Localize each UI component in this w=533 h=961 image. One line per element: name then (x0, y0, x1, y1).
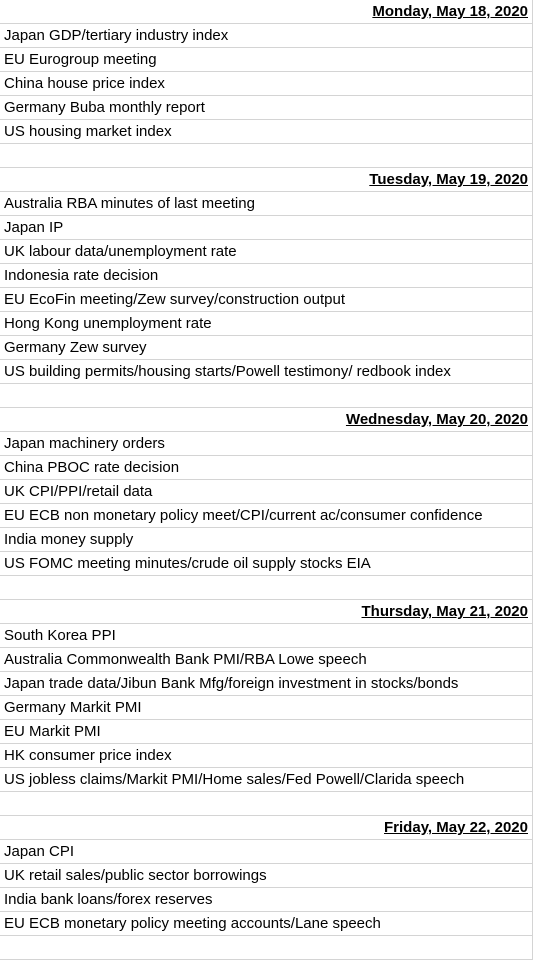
calendar-event[interactable]: UK CPI/PPI/retail data (0, 480, 532, 504)
calendar-event[interactable]: India money supply (0, 528, 532, 552)
blank-row[interactable] (0, 144, 532, 168)
calendar-event[interactable]: US FOMC meeting minutes/crude oil supply stocks EIA (0, 552, 532, 576)
calendar-event[interactable]: India bank loans/forex reserves (0, 888, 532, 912)
date-header-friday[interactable]: Friday, May 22, 2020 (0, 816, 532, 840)
calendar-event[interactable]: Japan IP (0, 216, 532, 240)
date-header-thursday[interactable]: Thursday, May 21, 2020 (0, 600, 532, 624)
blank-row[interactable] (0, 576, 532, 600)
calendar-event[interactable]: Germany Markit PMI (0, 696, 532, 720)
date-header-wednesday[interactable]: Wednesday, May 20, 2020 (0, 408, 532, 432)
calendar-event[interactable]: US housing market index (0, 120, 532, 144)
calendar-event[interactable]: Germany Zew survey (0, 336, 532, 360)
calendar-event[interactable]: EU EcoFin meeting/Zew survey/construction output (0, 288, 532, 312)
calendar-event[interactable]: China house price index (0, 72, 532, 96)
calendar-event[interactable]: US building permits/housing starts/Powell testimony/ redbook index (0, 360, 532, 384)
date-header-tuesday[interactable]: Tuesday, May 19, 2020 (0, 168, 532, 192)
calendar-event[interactable]: EU ECB monetary policy meeting accounts/Lane speech (0, 912, 532, 936)
calendar-event[interactable]: EU Markit PMI (0, 720, 532, 744)
calendar-event[interactable]: Japan GDP/tertiary industry index (0, 24, 532, 48)
calendar-event[interactable]: South Korea PPI (0, 624, 532, 648)
calendar-event[interactable]: HK consumer price index (0, 744, 532, 768)
calendar-event[interactable]: Japan machinery orders (0, 432, 532, 456)
calendar-event[interactable]: EU ECB non monetary policy meet/CPI/current ac/consumer confidence (0, 504, 532, 528)
calendar-event[interactable]: Australia Commonwealth Bank PMI/RBA Lowe speech (0, 648, 532, 672)
calendar-event[interactable]: UK retail sales/public sector borrowings (0, 864, 532, 888)
blank-row[interactable] (0, 936, 532, 960)
calendar-event[interactable]: Japan trade data/Jibun Bank Mfg/foreign investment in stocks/bonds (0, 672, 532, 696)
calendar-event[interactable]: Indonesia rate decision (0, 264, 532, 288)
calendar-event[interactable]: Hong Kong unemployment rate (0, 312, 532, 336)
date-header-monday[interactable]: Monday, May 18, 2020 (0, 0, 532, 24)
calendar-event[interactable]: UK labour data/unemployment rate (0, 240, 532, 264)
calendar-event[interactable]: Japan CPI (0, 840, 532, 864)
calendar-event[interactable]: US jobless claims/Markit PMI/Home sales/Fed Powell/Clarida speech (0, 768, 532, 792)
blank-row[interactable] (0, 792, 532, 816)
calendar-event[interactable]: Australia RBA minutes of last meeting (0, 192, 532, 216)
calendar-event[interactable]: China PBOC rate decision (0, 456, 532, 480)
calendar-event[interactable]: EU Eurogroup meeting (0, 48, 532, 72)
blank-row[interactable] (0, 384, 532, 408)
calendar-event[interactable]: Germany Buba monthly report (0, 96, 532, 120)
